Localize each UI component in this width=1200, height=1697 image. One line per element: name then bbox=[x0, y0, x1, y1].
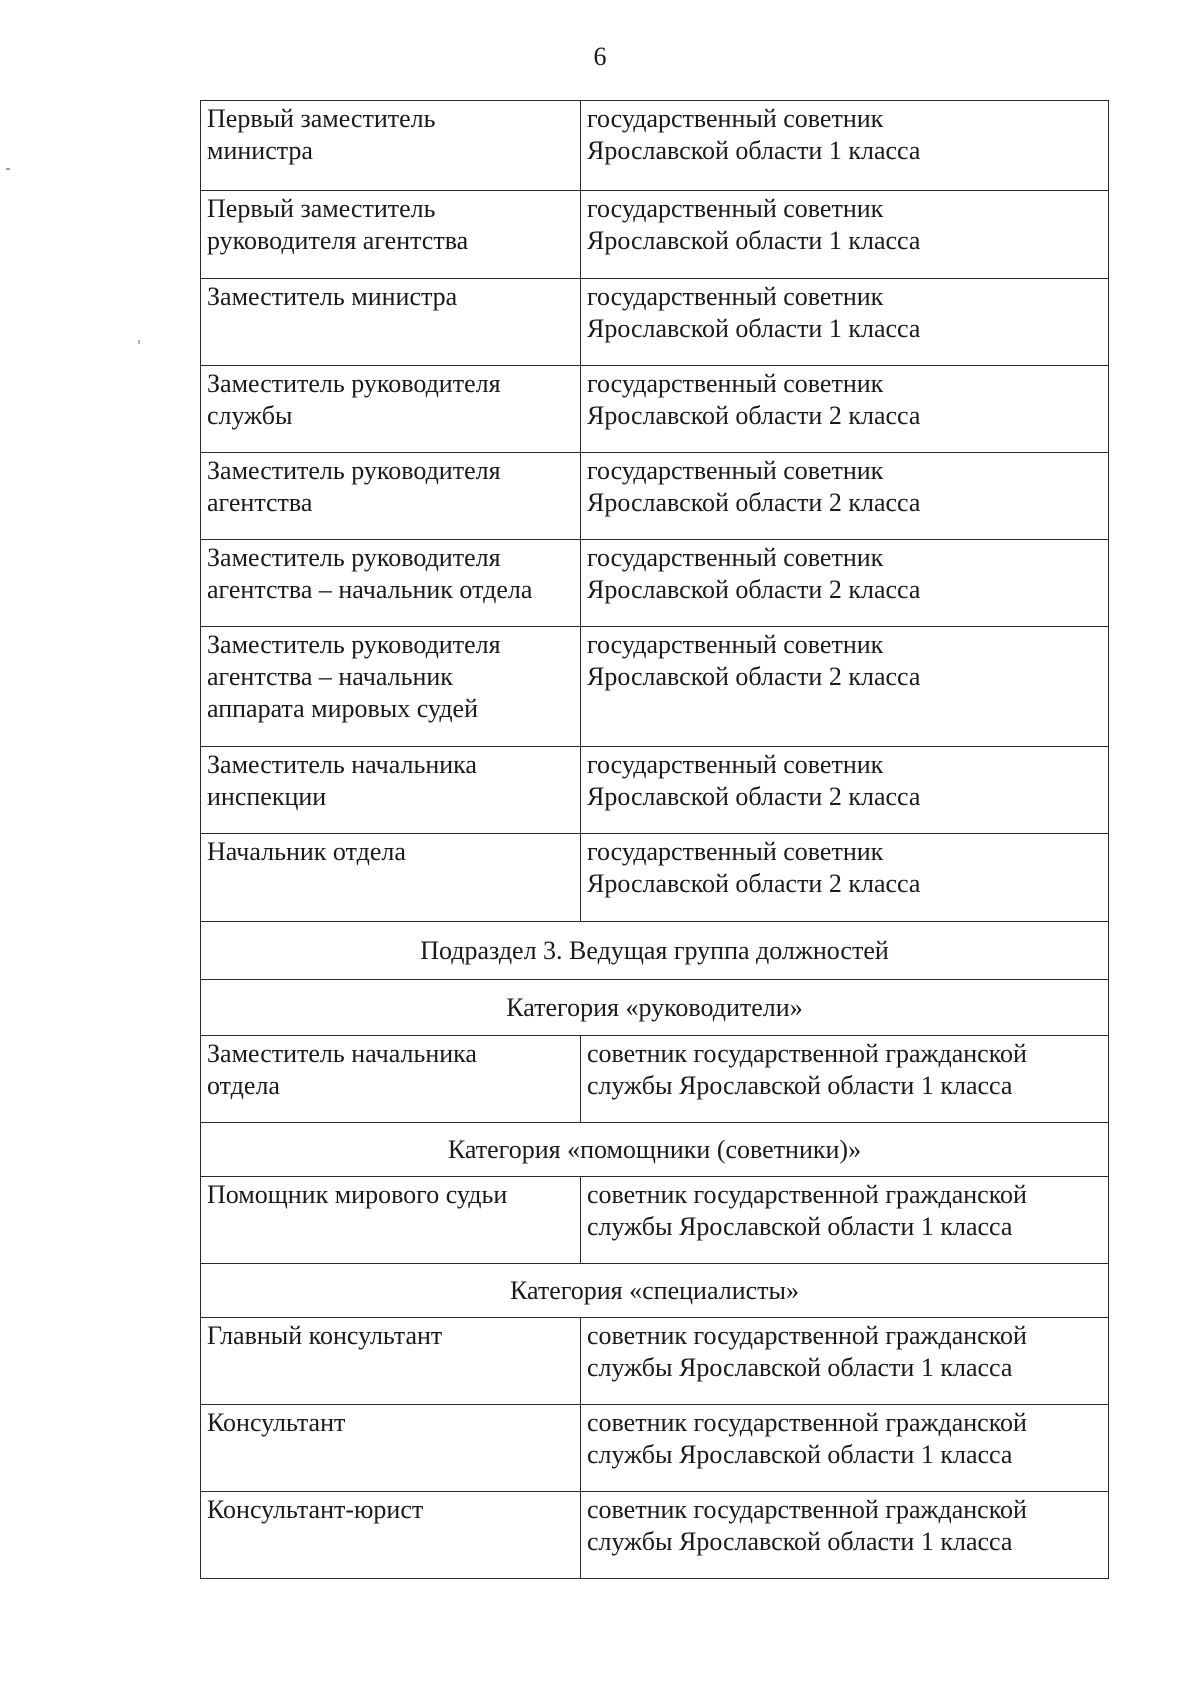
class-rank-line: государственный советник bbox=[587, 837, 884, 866]
positions-table-body bbox=[201, 101, 1109, 1579]
position-title-cell bbox=[201, 366, 581, 453]
class-rank-cell bbox=[581, 747, 1109, 834]
class-rank-cell bbox=[581, 279, 1109, 366]
scan-mark bbox=[138, 340, 140, 344]
class-rank-line: советник государственной гражданской bbox=[587, 1180, 1027, 1209]
position-row bbox=[201, 279, 1109, 366]
class-rank-cell bbox=[581, 1405, 1109, 1492]
positions-table bbox=[200, 100, 1109, 1579]
position-title-line: службы bbox=[207, 401, 293, 430]
class-rank-line: государственный советник bbox=[587, 104, 884, 133]
class-rank-line: государственный советник bbox=[587, 543, 884, 572]
position-row bbox=[201, 747, 1109, 834]
position-title-cell bbox=[201, 834, 581, 922]
class-rank-cell bbox=[581, 1318, 1109, 1405]
position-title-line: агентства – начальник отдела bbox=[207, 575, 533, 604]
class-rank-line: службы Ярославской области 1 класса bbox=[587, 1353, 1013, 1382]
position-title-cell bbox=[201, 191, 581, 279]
class-rank-cell bbox=[581, 1036, 1109, 1123]
position-title-line: Консультант-юрист bbox=[207, 1495, 424, 1524]
position-title-line: Заместитель министра bbox=[207, 282, 458, 311]
class-rank-cell bbox=[581, 1492, 1109, 1579]
position-title-cell bbox=[201, 453, 581, 540]
position-title-cell bbox=[201, 747, 581, 834]
class-rank-line: государственный советник bbox=[587, 369, 884, 398]
position-title-line: Заместитель руководителя bbox=[207, 369, 501, 398]
position-row bbox=[201, 627, 1109, 747]
position-row bbox=[201, 191, 1109, 279]
position-row bbox=[201, 1405, 1109, 1492]
position-row bbox=[201, 1318, 1109, 1405]
class-rank-line: службы Ярославской области 1 класса bbox=[587, 1440, 1013, 1469]
class-rank-cell bbox=[581, 834, 1109, 922]
position-title-line: министра bbox=[207, 136, 313, 165]
position-title-cell bbox=[201, 1492, 581, 1579]
class-rank-line: государственный советник bbox=[587, 194, 884, 223]
position-title-line: Первый заместитель bbox=[207, 194, 436, 223]
position-title-cell bbox=[201, 1036, 581, 1123]
position-row bbox=[201, 453, 1109, 540]
section-header-cell: Категория «специалисты» bbox=[201, 1264, 1109, 1318]
section-header-cell: Категория «руководители» bbox=[201, 980, 1109, 1036]
position-title-line: аппарата мировых судей bbox=[207, 694, 479, 723]
class-rank-line: советник государственной гражданской bbox=[587, 1495, 1027, 1524]
position-title-line: Главный консультант bbox=[207, 1321, 443, 1350]
position-row bbox=[201, 834, 1109, 922]
class-rank-cell bbox=[581, 101, 1109, 191]
position-title-cell bbox=[201, 1405, 581, 1492]
position-title-cell bbox=[201, 1177, 581, 1264]
section-header-row bbox=[201, 922, 1109, 980]
class-rank-cell bbox=[581, 366, 1109, 453]
class-rank-line: Ярославской области 2 класса bbox=[587, 488, 921, 517]
position-title-line: Заместитель руководителя bbox=[207, 456, 501, 485]
position-title-line: агентства – начальник bbox=[207, 662, 453, 691]
class-rank-line: государственный советник bbox=[587, 456, 884, 485]
section-header-row bbox=[201, 1123, 1109, 1177]
position-title-cell bbox=[201, 101, 581, 191]
class-rank-line: советник государственной гражданской bbox=[587, 1408, 1027, 1437]
section-header-row bbox=[201, 980, 1109, 1036]
section-header-cell: Категория «помощники (советники)» bbox=[201, 1123, 1109, 1177]
position-title-line: Консультант bbox=[207, 1408, 346, 1437]
position-title-line: отдела bbox=[207, 1071, 280, 1100]
position-title-line: Заместитель начальника bbox=[207, 1039, 477, 1068]
class-rank-cell bbox=[581, 191, 1109, 279]
position-title-line: Заместитель руководителя bbox=[207, 543, 501, 572]
class-rank-cell bbox=[581, 1177, 1109, 1264]
position-title-line: Заместитель руководителя bbox=[207, 630, 501, 659]
position-title-line: инспекции bbox=[207, 782, 327, 811]
position-row bbox=[201, 1036, 1109, 1123]
position-row bbox=[201, 1177, 1109, 1264]
class-rank-line: Ярославской области 2 класса bbox=[587, 662, 921, 691]
class-rank-line: Ярославской области 2 класса bbox=[587, 782, 921, 811]
position-title-cell bbox=[201, 627, 581, 747]
class-rank-line: Ярославской области 1 класса bbox=[587, 314, 921, 343]
class-rank-line: государственный советник bbox=[587, 750, 884, 779]
class-rank-cell bbox=[581, 540, 1109, 627]
class-rank-line: Ярославской области 2 класса bbox=[587, 401, 921, 430]
class-rank-line: советник государственной гражданской bbox=[587, 1321, 1027, 1350]
class-rank-line: Ярославской области 2 класса bbox=[587, 869, 921, 898]
scan-mark bbox=[6, 168, 10, 170]
position-title-cell bbox=[201, 1318, 581, 1405]
section-header-row bbox=[201, 1264, 1109, 1318]
class-rank-line: советник государственной гражданской bbox=[587, 1039, 1027, 1068]
class-rank-line: службы Ярославской области 1 класса bbox=[587, 1212, 1013, 1241]
section-header-cell: Подраздел 3. Ведущая группа должностей bbox=[201, 922, 1109, 980]
class-rank-line: Ярославской области 1 класса bbox=[587, 226, 921, 255]
position-row bbox=[201, 366, 1109, 453]
position-title-cell bbox=[201, 540, 581, 627]
position-row bbox=[201, 101, 1109, 191]
position-row bbox=[201, 540, 1109, 627]
class-rank-line: государственный советник bbox=[587, 282, 884, 311]
page-number: 6 bbox=[593, 42, 607, 71]
class-rank-cell bbox=[581, 453, 1109, 540]
position-title-line: руководителя агентства bbox=[207, 226, 469, 255]
position-title-line: Первый заместитель bbox=[207, 104, 436, 133]
class-rank-cell bbox=[581, 627, 1109, 747]
position-title-cell bbox=[201, 279, 581, 366]
class-rank-line: государственный советник bbox=[587, 630, 884, 659]
position-title-line: агентства bbox=[207, 488, 313, 517]
class-rank-line: службы Ярославской области 1 класса bbox=[587, 1527, 1013, 1556]
position-title-line: Помощник мирового судьи bbox=[207, 1180, 508, 1209]
position-row bbox=[201, 1492, 1109, 1579]
class-rank-line: Ярославской области 2 класса bbox=[587, 575, 921, 604]
class-rank-line: Ярославской области 1 класса bbox=[587, 136, 921, 165]
class-rank-line: службы Ярославской области 1 класса bbox=[587, 1071, 1013, 1100]
position-title-line: Заместитель начальника bbox=[207, 750, 477, 779]
position-title-line: Начальник отдела bbox=[207, 837, 406, 866]
